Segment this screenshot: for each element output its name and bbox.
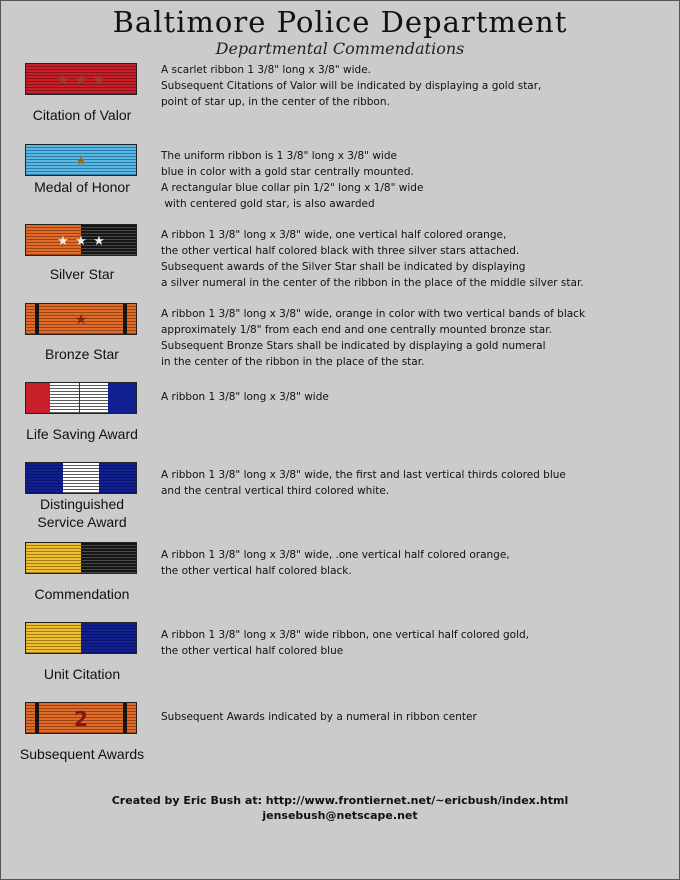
- footer: [1, 793, 679, 823]
- svg-text:★: ★: [75, 73, 87, 88]
- award-description: [161, 306, 671, 370]
- award-name-line: Commendation: [34, 586, 130, 602]
- bronze-star-on-orange-icon: [26, 304, 136, 334]
- award-description: [161, 389, 671, 405]
- description-line: and the central vertical third colored white.: [161, 485, 390, 497]
- description-line: A ribbon 1 3/8" long x 3/8" wide: [161, 391, 329, 403]
- page-title: Baltimore Police Department: [112, 5, 568, 39]
- award-name-line: Subsequent Awards: [19, 746, 145, 762]
- award-description: [161, 627, 671, 659]
- silver-star-ribbon: [25, 224, 137, 256]
- three-silver-stars-orange-black-icon: [26, 225, 136, 255]
- award-name-line: Silver Star: [49, 266, 115, 282]
- description-line: Subsequent awards of the Silver Star shall be indicated by displaying: [161, 261, 526, 273]
- red-white-blue-ribbon-icon: [26, 383, 136, 413]
- svg-text:★: ★: [93, 73, 105, 88]
- award-description: [161, 148, 671, 212]
- award-name: [1, 178, 163, 196]
- award-name: [1, 265, 163, 283]
- svg-text:★: ★: [74, 312, 88, 328]
- numeral-on-orange-ribbon-icon: [26, 703, 136, 733]
- description-line: the other vertical half colored blue: [161, 645, 344, 657]
- award-name-line: Life Saving Award: [26, 426, 138, 442]
- svg-text:★: ★: [75, 154, 87, 169]
- description-line: A ribbon 1 3/8" long x 3/8" wide ribbon, one vertical half colored gold,: [161, 629, 529, 641]
- page-subtitle: Departmental Commendations: [215, 39, 465, 58]
- gold-black-ribbon-icon: [26, 543, 136, 573]
- description-line: Subsequent Citations of Valor will be indicated by displaying a gold star,: [161, 80, 542, 92]
- award-name: [1, 425, 163, 443]
- footer-credit[interactable]: Created by Eric Bush at: http://www.frontiernet.net/~ericbush/index.html: [111, 794, 569, 807]
- description-line: a silver numeral in the center of the ribbon in the place of the middle silver star.: [161, 277, 584, 289]
- award-name-line: Citation of Valor: [32, 107, 132, 123]
- description-line: Subsequent Awards indicated by a numeral in ribbon center: [161, 711, 477, 723]
- description-line: the other vertical half colored black with three silver stars attached.: [161, 245, 520, 257]
- description-line: A scarlet ribbon 1 3/8" long x 3/8" wide.: [161, 64, 371, 76]
- description-line: A ribbon 1 3/8" long x 3/8" wide, the first and last vertical thirds colored blue: [161, 469, 566, 481]
- award-description: [161, 467, 671, 499]
- award-description: [161, 62, 671, 110]
- unit-citation-ribbon: [25, 622, 137, 654]
- ribbon-numeral: 2: [74, 707, 88, 731]
- award-name: [1, 495, 163, 531]
- gold-blue-ribbon-icon: [26, 623, 136, 653]
- award-name-line: Bronze Star: [45, 346, 119, 362]
- svg-text:★: ★: [93, 234, 105, 249]
- description-line: Subsequent Bronze Stars shall be indicated by displaying a gold numeral: [161, 340, 546, 352]
- three-bronze-stars-on-scarlet-icon: [26, 64, 136, 94]
- description-line: with centered gold star, is also awarded: [161, 198, 375, 210]
- description-line: approximately 1/8" from each end and one centrally mounted bronze star.: [161, 324, 552, 336]
- svg-text:★: ★: [57, 73, 69, 88]
- commendation-ribbon: [25, 542, 137, 574]
- award-description: [161, 227, 671, 291]
- description-line: in the center of the ribbon in the place of the star.: [161, 356, 425, 368]
- medal-of-honor-ribbon: [25, 144, 137, 176]
- description-line: A ribbon 1 3/8" long x 3/8" wide, .one vertical half colored orange,: [161, 549, 510, 561]
- description-line: The uniform ribbon is 1 3/8" long x 3/8" wide: [161, 150, 397, 162]
- citation-of-valor-ribbon: [25, 63, 137, 95]
- award-name: [1, 745, 163, 763]
- award-name-line: Distinguished: [39, 496, 125, 512]
- gold-star-on-blue-icon: [26, 145, 136, 175]
- award-name-line: Unit Citation: [43, 666, 121, 682]
- svg-text:★: ★: [75, 234, 87, 249]
- footer-email[interactable]: jensebush@netscape.net: [262, 809, 418, 822]
- description-line: blue in color with a gold star centrally mounted.: [161, 166, 414, 178]
- description-line: the other vertical half colored black.: [161, 565, 352, 577]
- distinguished-service-ribbon: [25, 462, 137, 494]
- life-saving-ribbon: [25, 382, 137, 414]
- blue-white-blue-ribbon-icon: [26, 463, 136, 493]
- award-description: [161, 547, 671, 579]
- description-line: point of star up, in the center of the ribbon.: [161, 96, 390, 108]
- bronze-star-ribbon: [25, 303, 137, 335]
- award-name-line: Service Award: [37, 514, 127, 530]
- award-name-line: Medal of Honor: [34, 179, 130, 195]
- award-name: [1, 585, 163, 603]
- description-line: A ribbon 1 3/8" long x 3/8" wide, orange in color with two vertical bands of black: [161, 308, 586, 320]
- award-name: [1, 665, 163, 683]
- subsequent-awards-ribbon: [25, 702, 137, 734]
- award-description: [161, 709, 671, 725]
- description-line: A rectangular blue collar pin 1/2" long x 1/8" wide: [161, 182, 424, 194]
- description-line: A ribbon 1 3/8" long x 3/8" wide, one vertical half colored orange,: [161, 229, 507, 241]
- award-name: [1, 345, 163, 363]
- award-name: [1, 106, 163, 124]
- svg-text:★: ★: [57, 234, 69, 249]
